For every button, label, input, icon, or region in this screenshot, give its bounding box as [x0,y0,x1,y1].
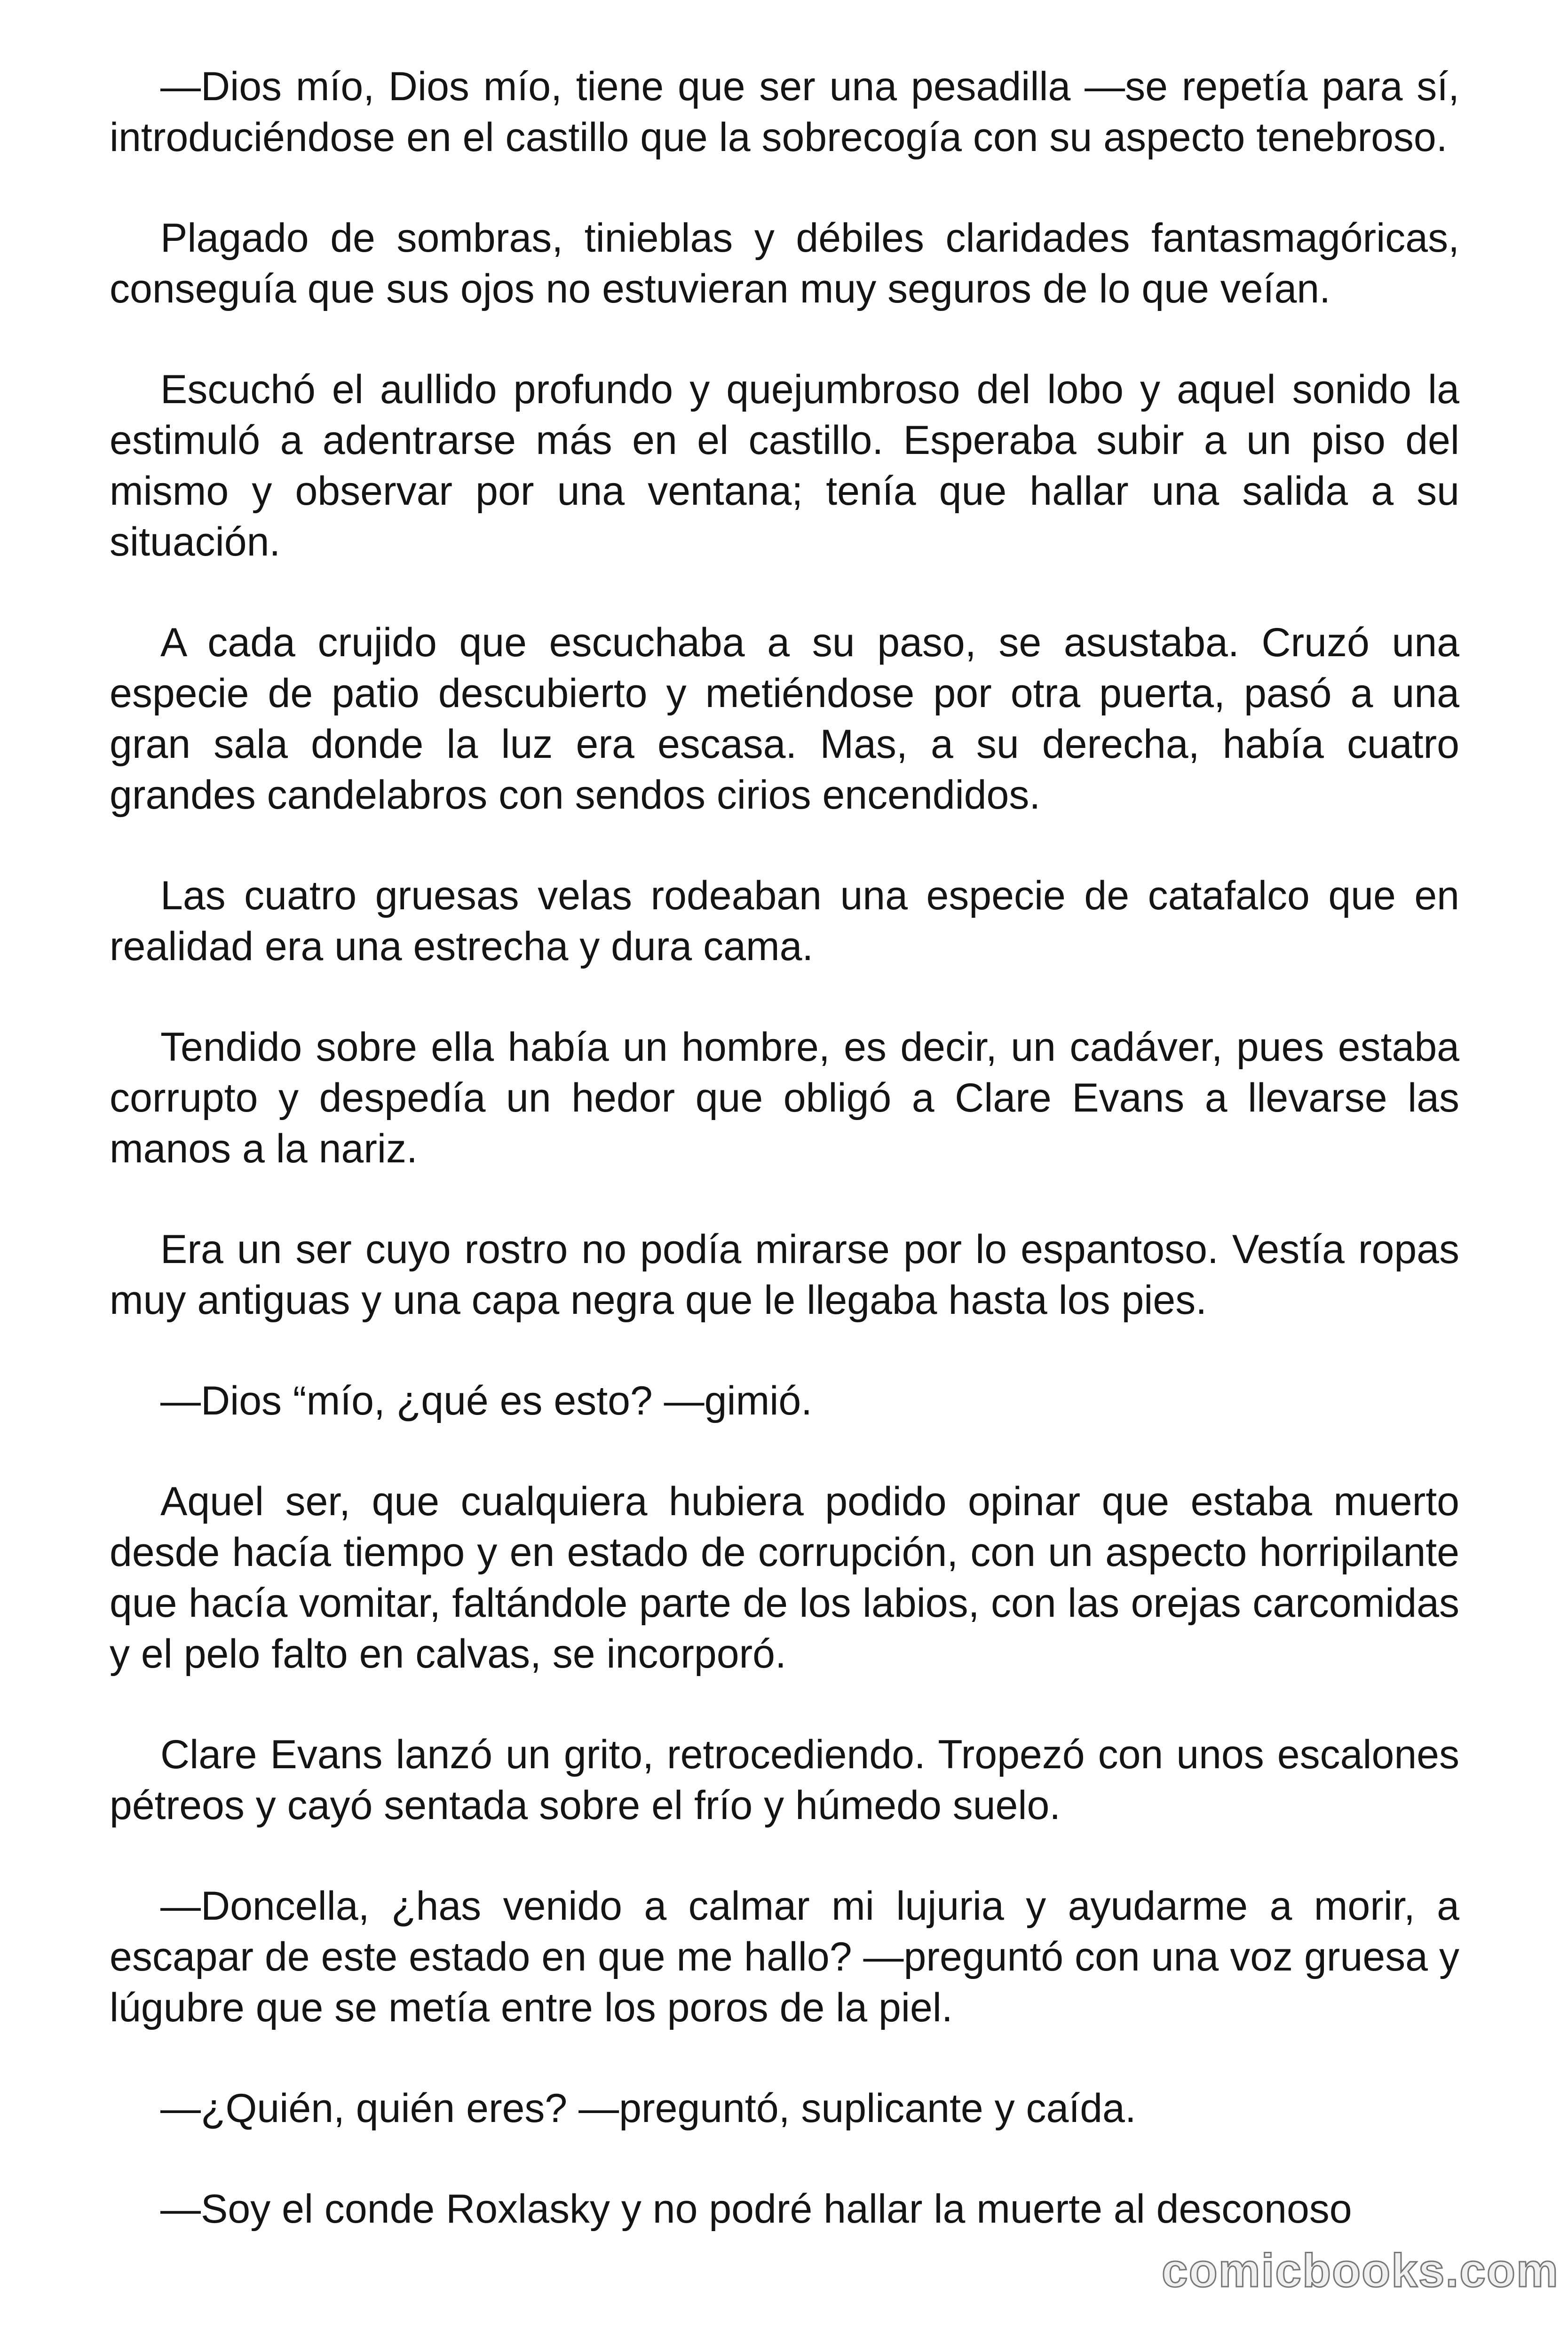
watermark: comicbooks.com [1162,2244,1559,2297]
paragraph: Era un ser cuyo rostro no podía mirarse por lo espantoso. Vestía ropas muy antiguas y una capa negra que le llegaba hasta los pies. [110,1227,1459,1323]
paragraph: Aquel ser, que cualquiera hubiera podido opinar que estaba muerto desde hacía tiempo y en estado de corrupción, con un aspecto horripilante que hacía vomitar, faltándole parte de los labios, con las orejas carcomidas y el pelo falto en calvas, se incorporó. [110,1479,1459,1677]
paragraph-last: —Soy el conde Roxlasky y no podré hallar la muerte al desconoso [160,2186,1352,2232]
paragraph: Las cuatro gruesas velas rodeaban una especie de catafalco que en realidad era una estrecha y dura cama. [110,873,1459,969]
paragraph: —Dios mío, Dios mío, tiene que ser una pesadilla —se repetía para sí, introduciéndose en el castillo que la sobrecogía con su aspecto tenebroso. [110,64,1459,160]
paragraph: Tendido sobre ella había un hombre, es decir, un cadáver, pues estaba corrupto y despedía un hedor que obligó a Clare Evans a llevarse las manos a la nariz. [110,1025,1459,1171]
paragraph: Clare Evans lanzó un grito, retrocediendo. Tropezó con unos escalones pétreos y cayó sentada sobre el frío y húmedo suelo. [110,1732,1459,1828]
paragraph: Escuchó el aullido profundo y quejumbroso del lobo y aquel sonido la estimuló a adentrarse más en el castillo. Esperaba subir a un piso del mismo y observar por una ventana; tenía que hallar una salida a su situación. [110,367,1459,564]
paragraph: —¿Quién, quién eres? —preguntó, suplicante y caída. [160,2086,1136,2131]
page-body [110,61,1459,2234]
paragraph: —Doncella, ¿has venido a calmar mi lujuria y ayudarme a morir, a escapar de este estado en que me hallo? —preguntó con una voz gruesa y lúgubre que se metía entre los poros de la piel. [110,1883,1459,2030]
paragraph: Plagado de sombras, tinieblas y débiles claridades fantasmagóricas, conseguía que sus ojos no estuvieran muy seguros de lo que veían. [110,215,1459,311]
paragraph: —Dios “mío, ¿qué es esto? —gimió. [160,1378,813,1423]
paragraph: A cada crujido que escuchaba a su paso, se asustaba. Cruzó una especie de patio descubierto y metiéndose por otra puerta, pasó a una gran sala donde la luz era escasa. Mas, a su derecha, había cuatro grandes candelabros con sendos cirios encendidos. [110,620,1459,818]
